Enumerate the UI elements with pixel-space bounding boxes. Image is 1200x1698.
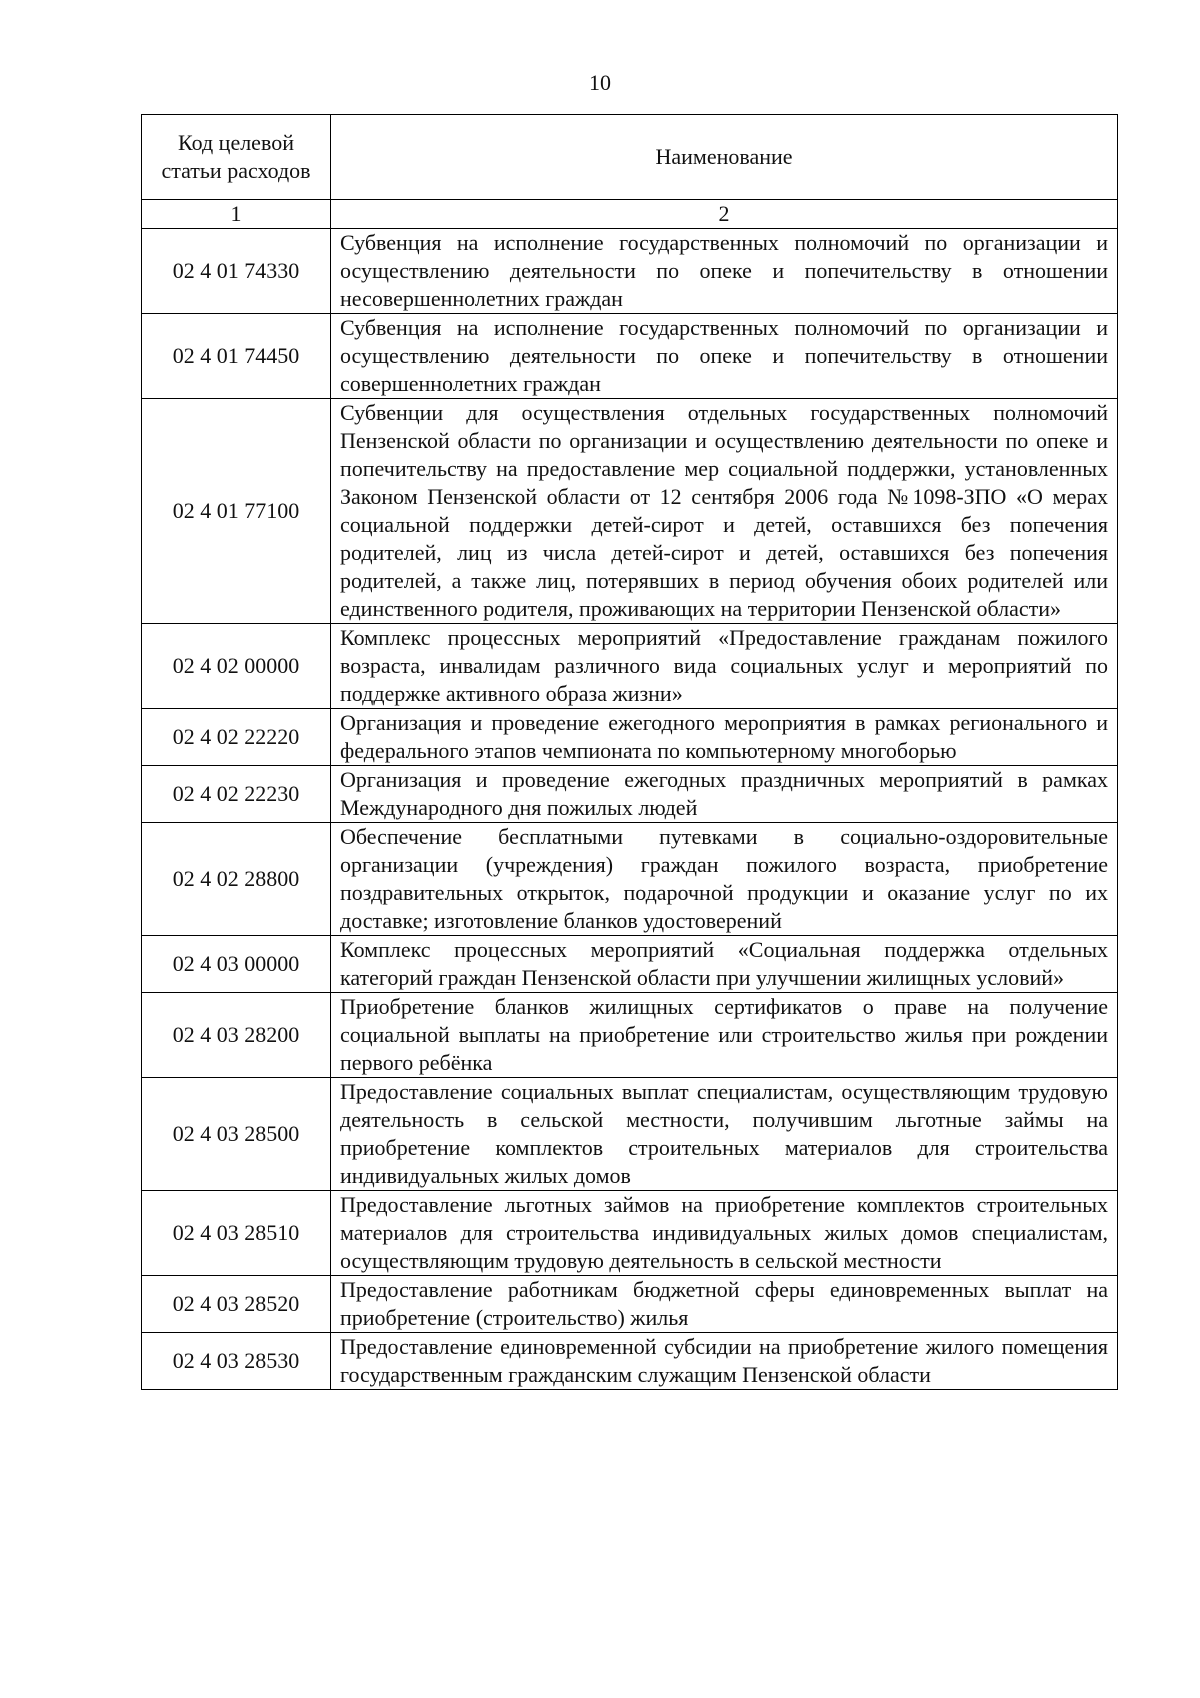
row-name: Предоставление единовременной субсидии на приобретение жилого помещения государственным гражданским служащим Пензенской области xyxy=(331,1333,1118,1390)
row-code: 02 4 02 00000 xyxy=(142,624,331,709)
row-name: Обеспечение бесплатными путевками в социально-оздоровительные организации (учреждения) граждан пожилого возраста, приобретение поздравительных открыток, подарочной продукции и оказание услуг по их доставке; изготовление бланков удостоверений xyxy=(331,823,1118,936)
row-name: Организация и проведение ежегодного мероприятия в рамках регионального и федерального этапов чемпионата по компьютерному многоборью xyxy=(331,709,1118,766)
table-row xyxy=(142,624,1118,709)
row-code: 02 4 03 28510 xyxy=(142,1191,331,1276)
row-code: 02 4 02 22220 xyxy=(142,709,331,766)
row-code: 02 4 03 28200 xyxy=(142,993,331,1078)
page-number: 10 xyxy=(589,70,611,95)
row-code: 02 4 01 77100 xyxy=(142,399,331,624)
row-name: Предоставление социальных выплат специалистам, осуществляющим трудовую деятельность в сельской местности, получившим льготные займы на приобретение комплектов строительных материалов для строительства индивидуальных жилых домов xyxy=(331,1078,1118,1191)
table-row xyxy=(142,229,1118,314)
row-name: Комплекс процессных мероприятий «Социальная поддержка отдельных категорий граждан Пензенской области при улучшении жилищных условий» xyxy=(331,936,1118,993)
row-code: 02 4 01 74330 xyxy=(142,229,331,314)
budget-classification-table xyxy=(141,114,1118,1390)
table-row xyxy=(142,1078,1118,1191)
row-code: 02 4 03 00000 xyxy=(142,936,331,993)
table-row xyxy=(142,1276,1118,1333)
row-name: Организация и проведение ежегодных праздничных мероприятий в рамках Международного дня пожилых людей xyxy=(331,766,1118,823)
row-name: Субвенция на исполнение государственных полномочий по организации и осуществлению деятельности по опеке и попечительству в отношении совершеннолетних граждан xyxy=(331,314,1118,399)
table-row xyxy=(142,399,1118,624)
column-number: 1 xyxy=(142,200,331,229)
row-name: Субвенция на исполнение государственных полномочий по организации и осуществлению деятельности по опеке и попечительству в отношении несовершеннолетних граждан xyxy=(331,229,1118,314)
row-code: 02 4 01 74450 xyxy=(142,314,331,399)
row-name: Предоставление работникам бюджетной сферы единовременных выплат на приобретение (строительство) жилья xyxy=(331,1276,1118,1333)
row-name: Приобретение бланков жилищных сертификатов о праве на получение социальной выплаты на приобретение или строительство жилья при рождении первого ребёнка xyxy=(331,993,1118,1078)
header-name: Наименование xyxy=(331,115,1118,200)
column-number-row xyxy=(142,200,1118,229)
table-row xyxy=(142,314,1118,399)
table-row xyxy=(142,993,1118,1078)
column-number: 2 xyxy=(331,200,1118,229)
table-row xyxy=(142,823,1118,936)
row-code: 02 4 02 22230 xyxy=(142,766,331,823)
table-row xyxy=(142,766,1118,823)
table-row xyxy=(142,1333,1118,1390)
table-row xyxy=(142,1191,1118,1276)
table-row xyxy=(142,709,1118,766)
row-code: 02 4 02 28800 xyxy=(142,823,331,936)
row-name: Субвенции для осуществления отдельных государственных полномочий Пензенской области по организации и осуществлению деятельности по опеке и попечительству на предоставление мер социальной поддержки, установленных Законом Пензенской области от 12 сентября 2006 года №1098-ЗПО «О мерах социальной поддержки детей-сирот и детей, оставшихся без попечения родителей, лиц из числа детей-сирот и детей, оставшихся без попечения родителей, а также лиц, потерявших в период обучения обоих родителей или единственного родителя, проживающих на территории Пензенской области» xyxy=(331,399,1118,624)
table-header-row xyxy=(142,115,1118,200)
row-name: Комплекс процессных мероприятий «Предоставление гражданам пожилого возраста, инвалидам различного вида социальных услуг и мероприятий по поддержке активного образа жизни» xyxy=(331,624,1118,709)
row-code: 02 4 03 28500 xyxy=(142,1078,331,1191)
row-code: 02 4 03 28520 xyxy=(142,1276,331,1333)
row-code: 02 4 03 28530 xyxy=(142,1333,331,1390)
header-code: Код целевой статьи расходов xyxy=(142,115,331,200)
row-name: Предоставление льготных займов на приобретение комплектов строительных материалов для строительства индивидуальных жилых домов специалистам, осуществляющим трудовую деятельность в сельской местности xyxy=(331,1191,1118,1276)
table-row xyxy=(142,936,1118,993)
